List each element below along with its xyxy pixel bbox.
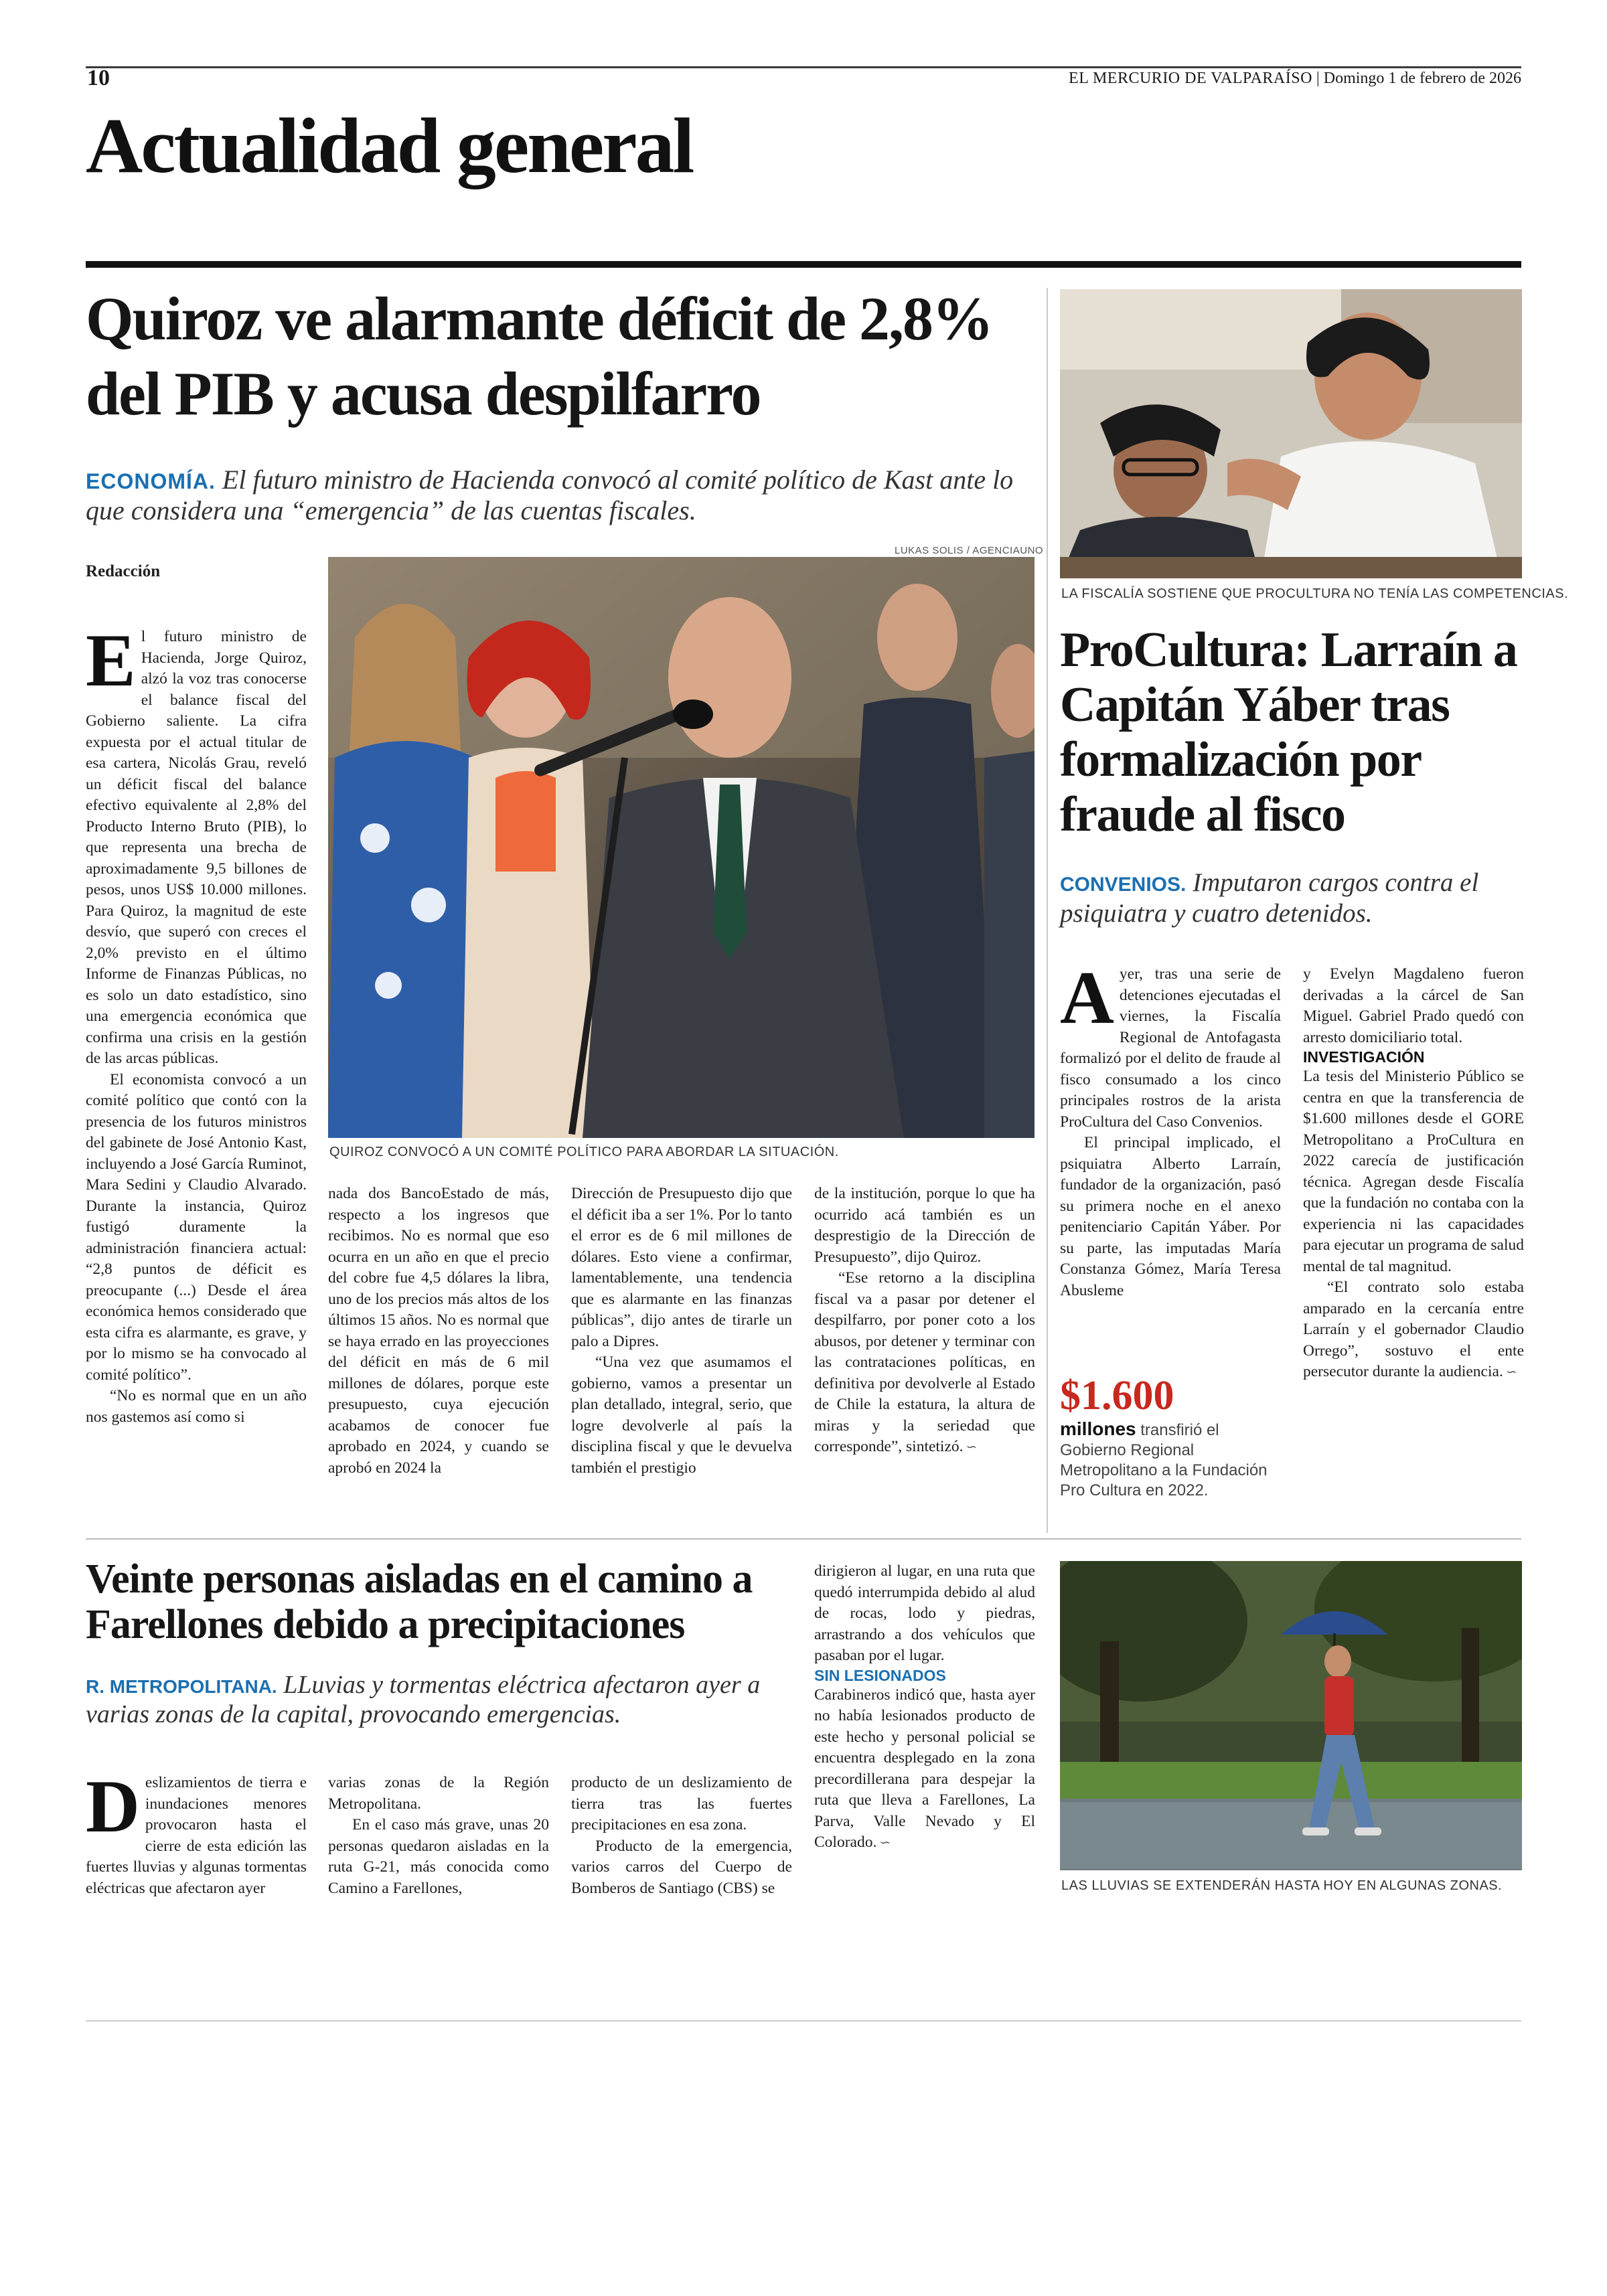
issue-date: Domingo 1 de febrero de 2026 xyxy=(1323,70,1521,87)
bottom-paragraph xyxy=(814,1685,1035,1854)
side-kicker-tag: CONVENIOS. xyxy=(1060,874,1187,896)
main-paragraph: nada dos BancoEstado de más, respecto a los ingresos que recibimos. No es normal que eso ocurra en un año en que el precio del cobre fue 4,5 dólares la libra, uno de los precios más altos de los últimos 15 años. No es normal que se haya errado en las proyecciones del déficit en más de 6 mil millones de dólares, porque este presupuesto, cuya ejecución acabamos de conocer fue aprobado en 2024, y cuando se aprobó en 2024 la xyxy=(328,1185,549,1477)
bottom-kicker-text: LLuvias y tormentas eléctrica afectaron ayer a varias zonas de la capital, provocando emergencias. xyxy=(86,1671,761,1728)
side-column-1 xyxy=(1060,957,1281,1301)
column-separator xyxy=(1047,288,1048,1533)
big-number: $1.600 xyxy=(1060,1373,1174,1418)
bottom-photo-caption: LAS LLUVIAS SE EXTENDERÁN HASTA HOY EN ALGUNAS ZONAS. xyxy=(1061,1878,1503,1893)
main-kicker xyxy=(86,465,1050,526)
main-kicker-text: El futuro ministro de Hacienda convocó al comité político de Kast ante lo que considera una “emergencia” de las cuentas fiscales. xyxy=(86,465,1014,525)
bottom-paragraph-text: Carabineros indicó que, hasta ayer no había lesionados producto de este hecho y personal policial se encuentra desplegado en la zona precordillerana para despejar la ruta que lleva a Farellones, La Parva, Valle Nevado y El Colorado. xyxy=(814,1686,1035,1851)
bottom-kicker xyxy=(86,1670,795,1729)
main-kicker-tag: ECONOMÍA. xyxy=(86,469,216,493)
end-mark-icon: ∽ xyxy=(879,1834,891,1850)
big-number-callout xyxy=(1060,1372,1281,1501)
section-title: Actualidad general xyxy=(86,102,693,189)
main-paragraph: de la institución, porque lo que ha ocurrido acá también es un desprestigio de la Dirección de Presupuesto”, dijo Quiroz. xyxy=(814,1185,1035,1266)
main-dropcap: E xyxy=(86,619,136,702)
bottom-rule xyxy=(86,2020,1521,2022)
side-kicker-text: Imputaron cargos contra el psiquiatra y cuatro detenidos. xyxy=(1060,868,1479,928)
bottom-kicker-tag: R. METROPOLITANA. xyxy=(86,1676,277,1697)
side-kicker xyxy=(1060,868,1529,929)
bottom-column-4 xyxy=(814,1561,1035,1854)
bottom-photo xyxy=(1060,1561,1522,1870)
bottom-paragraph xyxy=(86,1765,307,1899)
bottom-dropcap: D xyxy=(86,1765,140,1848)
side-subhead: INVESTIGACIÓN xyxy=(1303,1048,1425,1066)
end-mark-icon: ∽ xyxy=(966,1439,978,1455)
courtroom-image xyxy=(1060,289,1522,578)
main-headline: Quiroz ve alarmante déficit de 2,8% del PIB y acusa despilfarro xyxy=(86,284,993,428)
main-column-2 xyxy=(328,1183,549,1479)
bottom-column-2 xyxy=(328,1773,549,1899)
main-paragraph: El economista convocó a un comité político que contó con la presencia de los futuros ministros del gabinete de José Antonio Kast, incluyendo a José García Ruminot, Mara Sedini y Claudio Alvarado. Durante la instancia, Quiroz fustigó duramente la administración financiera actual: “2,8 puntos de déficit es preocupante (...) Desde el área económica hemos considerado que esta cifra es alarmante, es grave, y por lo mismo se ha convocado al comité político”. xyxy=(86,1070,307,1384)
bottom-paragraph: dirigieron al lugar, en una ruta que quedó interrumpida debido al alud de rocas, lodo y piedras, arrastrando a dos vehículos que pasaban por el lugar. xyxy=(814,1562,1035,1664)
main-paragraph xyxy=(86,619,307,1070)
main-photo-caption: QUIROZ CONVOCÓ A UN COMITÉ POLÍTICO PARA ABORDAR LA SITUACIÓN. xyxy=(329,1145,839,1159)
side-paragraph-text: yer, tras una serie de detenciones ejecutadas el viernes, la Fiscalía Regional de Antofagasta formalizó por el delito de fraude al fisco consumado a los cinco principales rostros de la arista ProCultura del Caso Convenios. xyxy=(1060,965,1281,1131)
side-photo-caption: LA FISCALÍA SOSTIENE QUE PROCULTURA NO TENÍA LAS COMPETENCIAS. xyxy=(1061,586,1569,601)
big-number-description xyxy=(1060,1419,1281,1501)
photo-credit: LUKAS SOLIS / AGENCIAUNO xyxy=(895,545,1044,556)
side-paragraph-text: “El contrato solo estaba amparado en la cercanía entre Larraín y el gobernador Claudio Orrego”, sostuvo el ente persecutor durante la audiencia. xyxy=(1303,1279,1524,1380)
main-paragraph: Dirección de Presupuesto dijo que el déficit iba a ser 1%. Por lo tanto el error es de 6 mil millones de dólares. Esto viene a confirmar, lamentablemente, una tendencia que es alarmante en las finanzas públicas”, dijo antes de tirarle un palo a Dipres. xyxy=(571,1185,792,1350)
main-paragraph-text: l futuro ministro de Hacienda, Jorge Quiroz, alzó la voz tras conocerse el balance fiscal del Gobierno saliente. La cifra expuesta por el actual titular de esa cartera, Nicolás Grau, reveló un déficit fiscal del balance efectivo equivalente al 2,8% del Producto Interno Bruto (PIB), lo que representa una brecha de aproximadamente 9,5 billones de pesos, unos US$ 10.000 millones. Para Quiroz, la magnitud de este desvío, que superó con creces el 2,0% previsto en el último Informe de Finanzas Públicas, no es solo un dato estadístico, sino una emergencia económica que confirma una crisis en la gestión de las arcas públicas. xyxy=(86,628,307,1067)
page-number: 10 xyxy=(87,66,110,90)
main-paragraph: “No es normal que en un año nos gastemos así como si xyxy=(86,1387,307,1426)
main-photo xyxy=(328,557,1035,1138)
main-column-1 xyxy=(86,619,307,1428)
bottom-paragraph: producto de un deslizamiento de tierra tras las fuertes precipitaciones en esa zona. xyxy=(571,1774,792,1833)
main-paragraph-text: “Ese retorno a la disciplina fiscal va a pasar por detener el despilfarro, por poner coto a los abusos, por detener y terminar con las contrataciones políticas, en definitiva por devolverle al Estado de Chile la estatura, la altura de miras y la seriedad que corresponde”, sintetizó. xyxy=(814,1269,1035,1455)
side-headline: ProCultura: Larraín a Capitán Yáber tras formalización por fraude al fisco xyxy=(1060,623,1517,842)
story-divider xyxy=(86,1538,1521,1540)
section-divider xyxy=(86,261,1521,268)
bottom-paragraph: Producto de la emergencia, varios carros del Cuerpo de Bomberos de Santiago (CBS) se xyxy=(571,1837,792,1897)
newspaper-name: EL MERCURIO DE VALPARAÍSO xyxy=(1069,70,1312,87)
masthead: EL MERCURIO DE VALPARAÍSO | Domingo 1 de febrero de 2026 xyxy=(1069,70,1521,87)
big-number-text: transfirió el Gobierno Regional Metropolitano a la Fundación Pro Cultura en 2022. xyxy=(1060,1421,1268,1499)
main-column-4 xyxy=(814,1183,1035,1458)
byline: Redacción xyxy=(86,562,161,580)
side-dropcap: A xyxy=(1060,957,1114,1040)
main-paragraph: “Una vez que asumamos el gobierno, vamos a presentar un plan detallado, integral, serio, que logre devolverle al país la disciplina fiscal y que le devuelva también el prestigio xyxy=(571,1354,792,1477)
side-column-2 xyxy=(1303,964,1524,1383)
end-mark-icon: ∽ xyxy=(1505,1364,1517,1380)
bottom-headline: Veinte personas aisladas en el camino a Farellones debido a precipitaciones xyxy=(86,1556,753,1647)
bottom-paragraph-text: eslizamientos de tierra e inundaciones menores provocaron hasta el cierre de esta edición las fuertes lluvias y algunas tormentas eléctricas que afectaron ayer xyxy=(86,1774,307,1897)
bottom-column-3 xyxy=(571,1773,792,1899)
side-paragraph: y Evelyn Magdaleno fueron derivadas a la cárcel de San Miguel. Gabriel Prado quedó con arresto domiciliario total. xyxy=(1303,965,1524,1046)
bottom-subhead: SIN LESIONADOS xyxy=(814,1666,946,1684)
side-paragraph xyxy=(1060,957,1281,1133)
main-column-3 xyxy=(571,1183,792,1479)
header-rule xyxy=(86,66,1521,68)
bottom-paragraph: varias zonas de la Región Metropolitana. xyxy=(328,1774,549,1813)
side-paragraph: La tesis del Ministerio Público se centra en que la transferencia de $1.600 millones desde el GORE Metropolitano a ProCultura en 2022 carecía de justificación técnica. Agregan desde Fiscalía que la fundación no contaba con la experiencia ni las capacidades para ejecutar un programa de salud mental de tal magnitud. xyxy=(1303,1068,1524,1275)
side-paragraph xyxy=(1303,1277,1524,1383)
bottom-paragraph: En el caso más grave, unas 20 personas quedaron aisladas en la ruta G-21, más conocida como Camino a Farellones, xyxy=(328,1816,549,1897)
rain-street-image xyxy=(1060,1561,1522,1870)
bottom-column-1 xyxy=(86,1765,307,1899)
main-paragraph xyxy=(814,1268,1035,1458)
big-number-unit: millones xyxy=(1060,1418,1136,1439)
press-conference-image xyxy=(328,557,1035,1138)
side-paragraph: El principal implicado, el psiquiatra Alberto Larraín, fundador de la organización, pasó su primera noche en el anexo penitenciario Capitán Yáber. Por su parte, las imputadas María Constanza Gómez, María Teresa Abusleme xyxy=(1060,1134,1281,1299)
side-photo xyxy=(1060,289,1522,578)
